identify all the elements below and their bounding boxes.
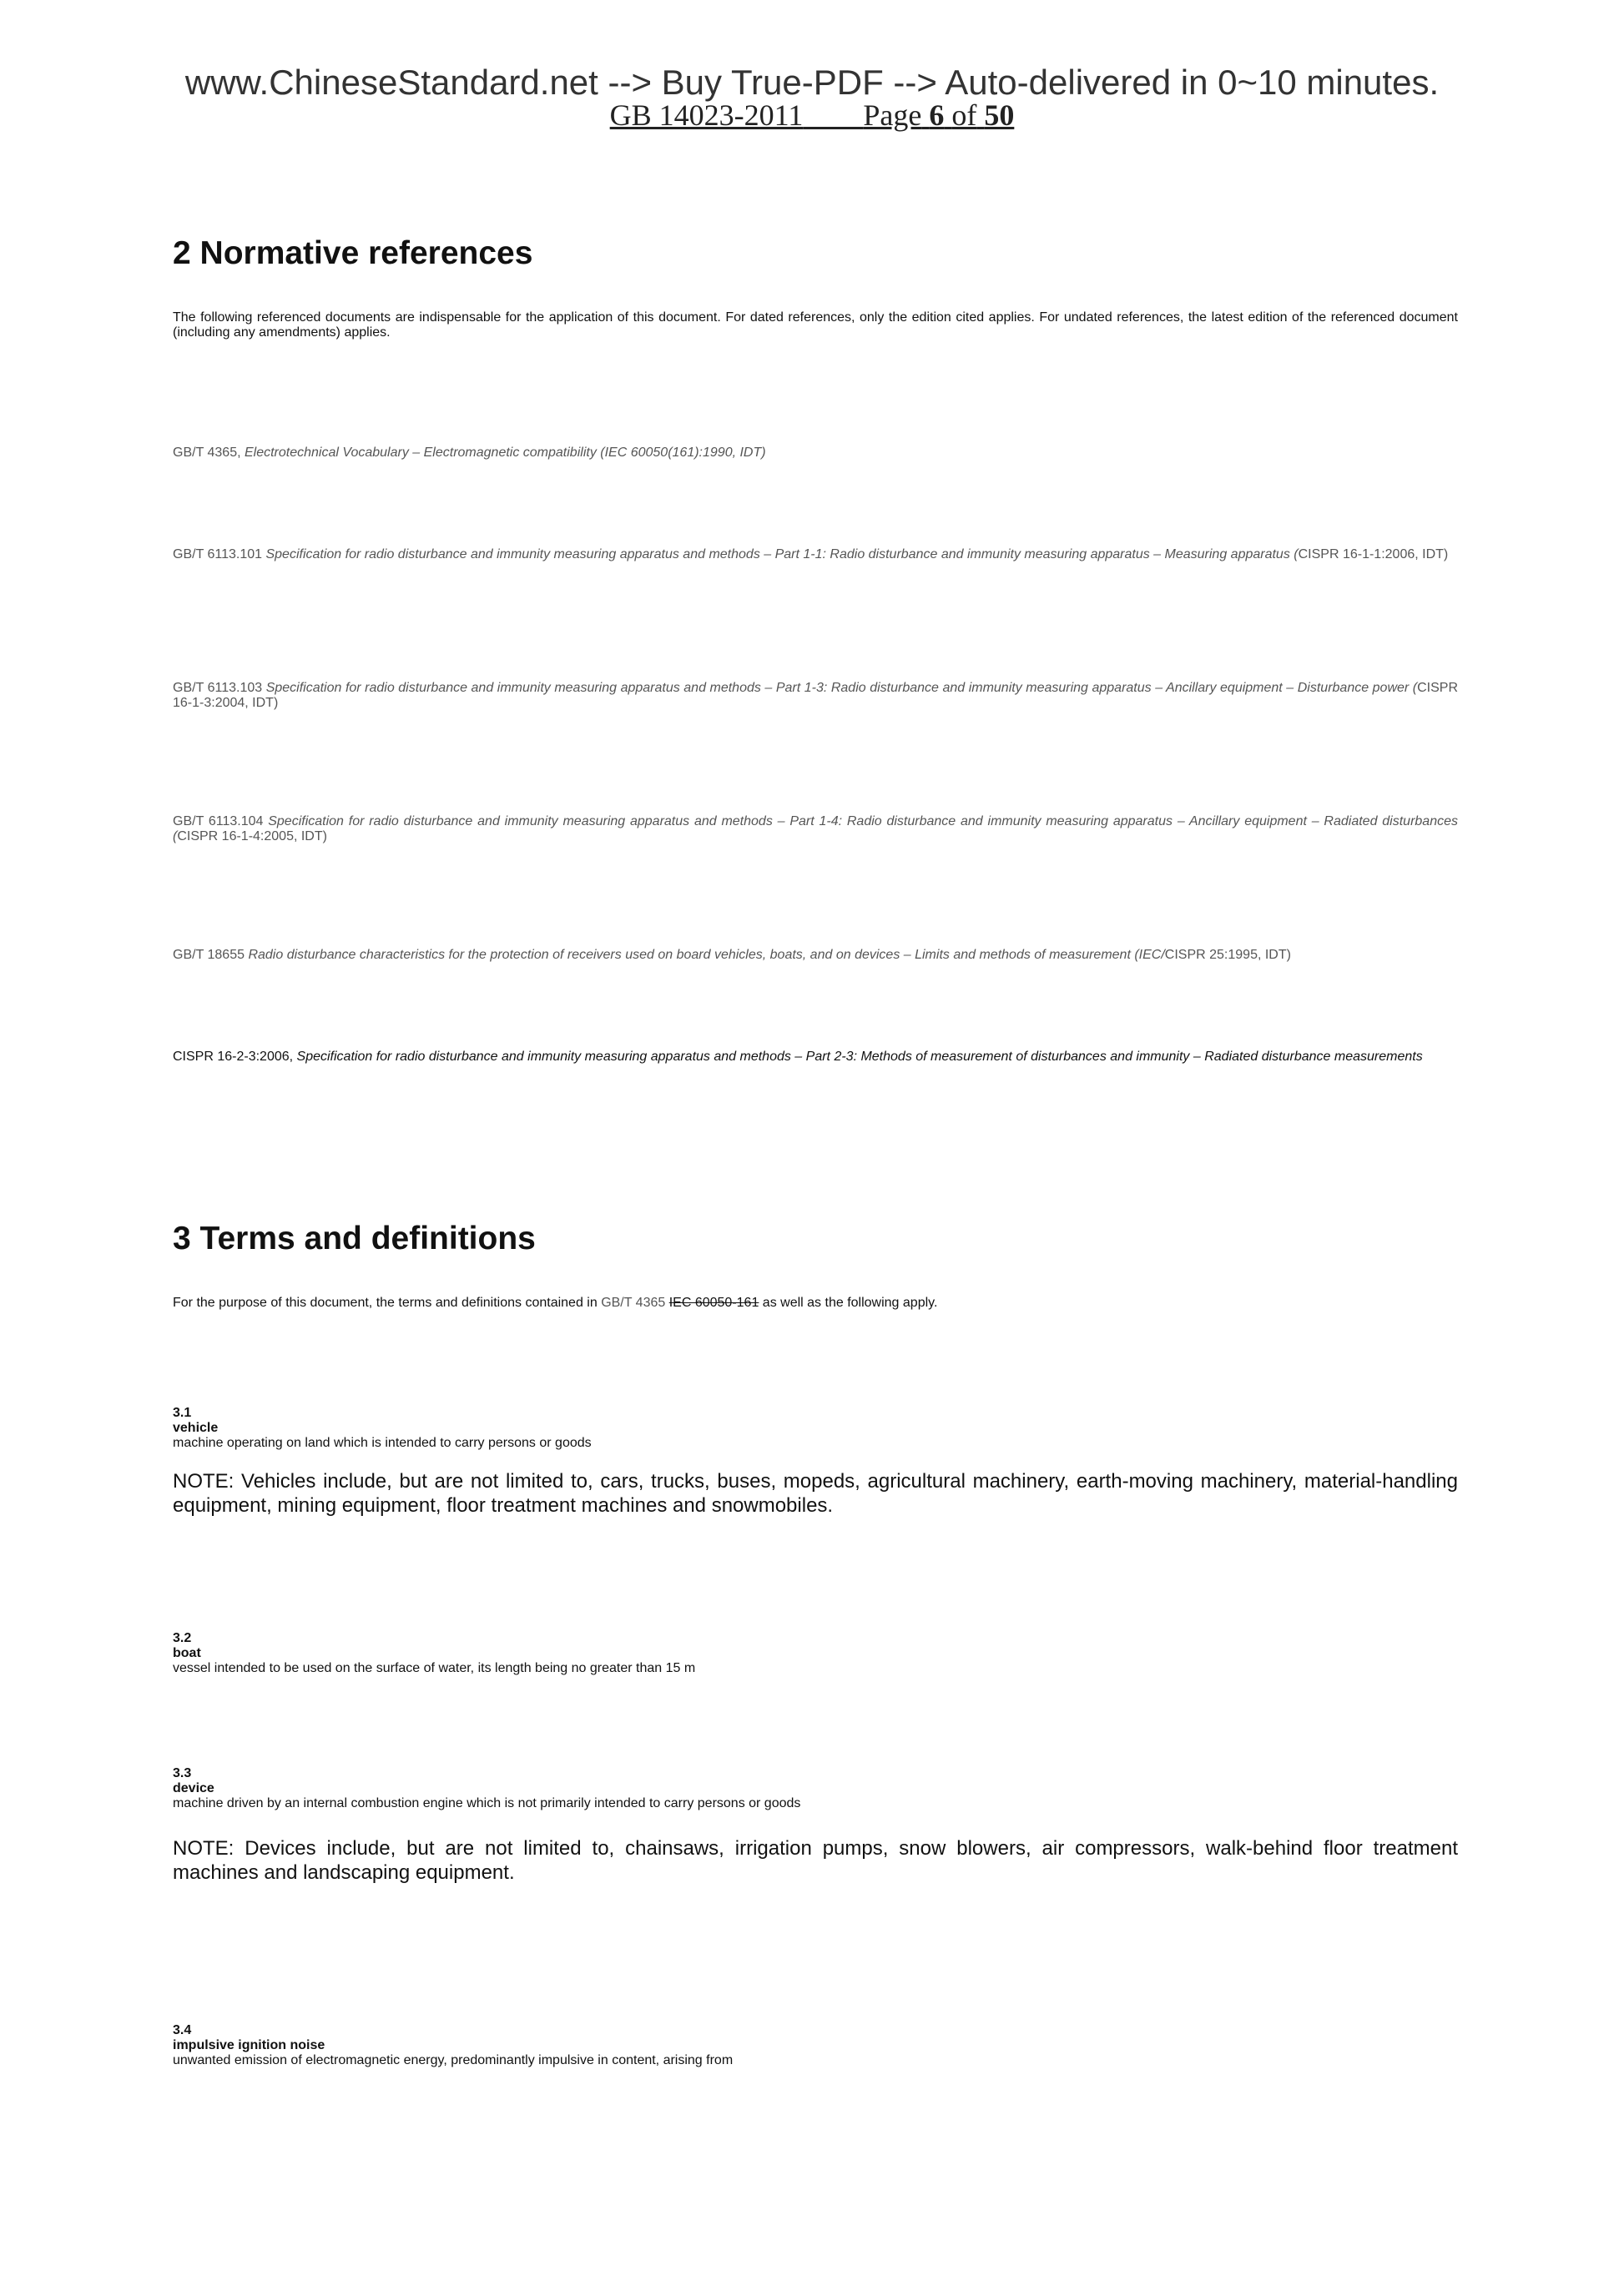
term-number: 3.3 (173, 1766, 192, 1780)
term-number: 3.4 (173, 2023, 192, 2037)
term-definition: vessel intended to be used on the surface of water, its length being no greater than 15 m (173, 1661, 696, 1675)
reference-item: GB/T 6113.104 Specification for radio disturbance and immunity measuring apparatus and methods – Part 1-4: Radio disturbance and immunity measuring apparatus – Ancillary equipment – Radiated disturbances (CISPR 16-1-4:2005, IDT) (173, 814, 1459, 843)
reference-item: GB/T 6113.101 Specification for radio disturbance and immunity measuring apparatus and methods – Part 1-1: Radio disturbance and immunity measuring apparatus – Measuring apparatus (CISPR 16-1-1:2006, IDT) (173, 547, 1449, 561)
term-definition: unwanted emission of electromagnetic energy, predominantly impulsive in content, arising from (173, 2053, 734, 2067)
term-note: NOTE: Devices include, but are not limited to, chainsaws, irrigation pumps, snow blowers, air compressors, walk-behind floor treatment machines and landscaping equipment. (173, 1837, 1458, 1884)
term-entry (173, 1766, 1458, 1885)
section-2-heading: 2 Normative references (173, 235, 533, 271)
section-3-heading: 3 Terms and definitions (173, 1221, 536, 1256)
page-total: 50 (984, 98, 1015, 132)
reference-item: GB/T 6113.103 Specification for radio disturbance and immunity measuring apparatus and methods – Part 1-3: Radio disturbance and immunity measuring apparatus – Ancillary equipment – Disturbance power (CISPR 16-1-3:2004, IDT) (173, 681, 1459, 710)
term-number: 3.2 (173, 1631, 192, 1645)
term-entry (173, 1631, 1458, 1676)
term-definition: machine driven by an internal combustion engine which is not primarily intended to carry persons or goods (173, 1796, 801, 1810)
section-2-intro: The following referenced documents are indispensable for the application of this document. For dated references, only the edition cited applies. For undated references, the latest edition of the referenced document (including any amendments) applies. (173, 310, 1458, 340)
term-entry (173, 1406, 1458, 1518)
term-definition: machine operating on land which is intended to carry persons or goods (173, 1436, 592, 1450)
term-name: vehicle (173, 1421, 219, 1435)
term-name: boat (173, 1646, 201, 1660)
term-name: impulsive ignition noise (173, 2038, 325, 2052)
page-number: 6 (929, 98, 945, 132)
reference-item: GB/T 4365, Electrotechnical Vocabulary – Electromagnetic compatibility (IEC 60050(161):1990, IDT) (173, 446, 766, 460)
standard-number: GB 14023-2011 (609, 98, 804, 132)
page-word: Page (863, 98, 922, 132)
of-word: of (951, 98, 977, 132)
term-name: device (173, 1781, 214, 1795)
term-number: 3.1 (173, 1406, 192, 1420)
term-note: NOTE: Vehicles include, but are not limited to, cars, trucks, buses, mopeds, agricultural machinery, earth-moving machinery, material-handling equipment, mining equipment, floor treatment machines and snowmobiles. (173, 1470, 1458, 1517)
section-3-intro: For the purpose of this document, the terms and definitions contained in GB/T 4365 IEC 60050-161 as well as the following apply. (173, 1296, 938, 1310)
reference-item-cispr: CISPR 16-2-3:2006, Specification for radio disturbance and immunity measuring apparatus and methods – Part 2-3: Methods of measurement of disturbances and immunity – Radiated disturbance measurements (173, 1050, 1423, 1064)
term-entry (173, 2023, 1458, 2068)
site-banner: www.ChineseStandard.net --> Buy True-PDF --> Auto-delivered in 0~10 minutes. (184, 63, 1440, 102)
page-header (0, 100, 1624, 130)
reference-item: GB/T 18655 Radio disturbance characteristics for the protection of receivers used on board vehicles, boats, and on devices – Limits and methods of measurement (IEC/CISPR 25:1995, IDT) (173, 948, 1291, 962)
